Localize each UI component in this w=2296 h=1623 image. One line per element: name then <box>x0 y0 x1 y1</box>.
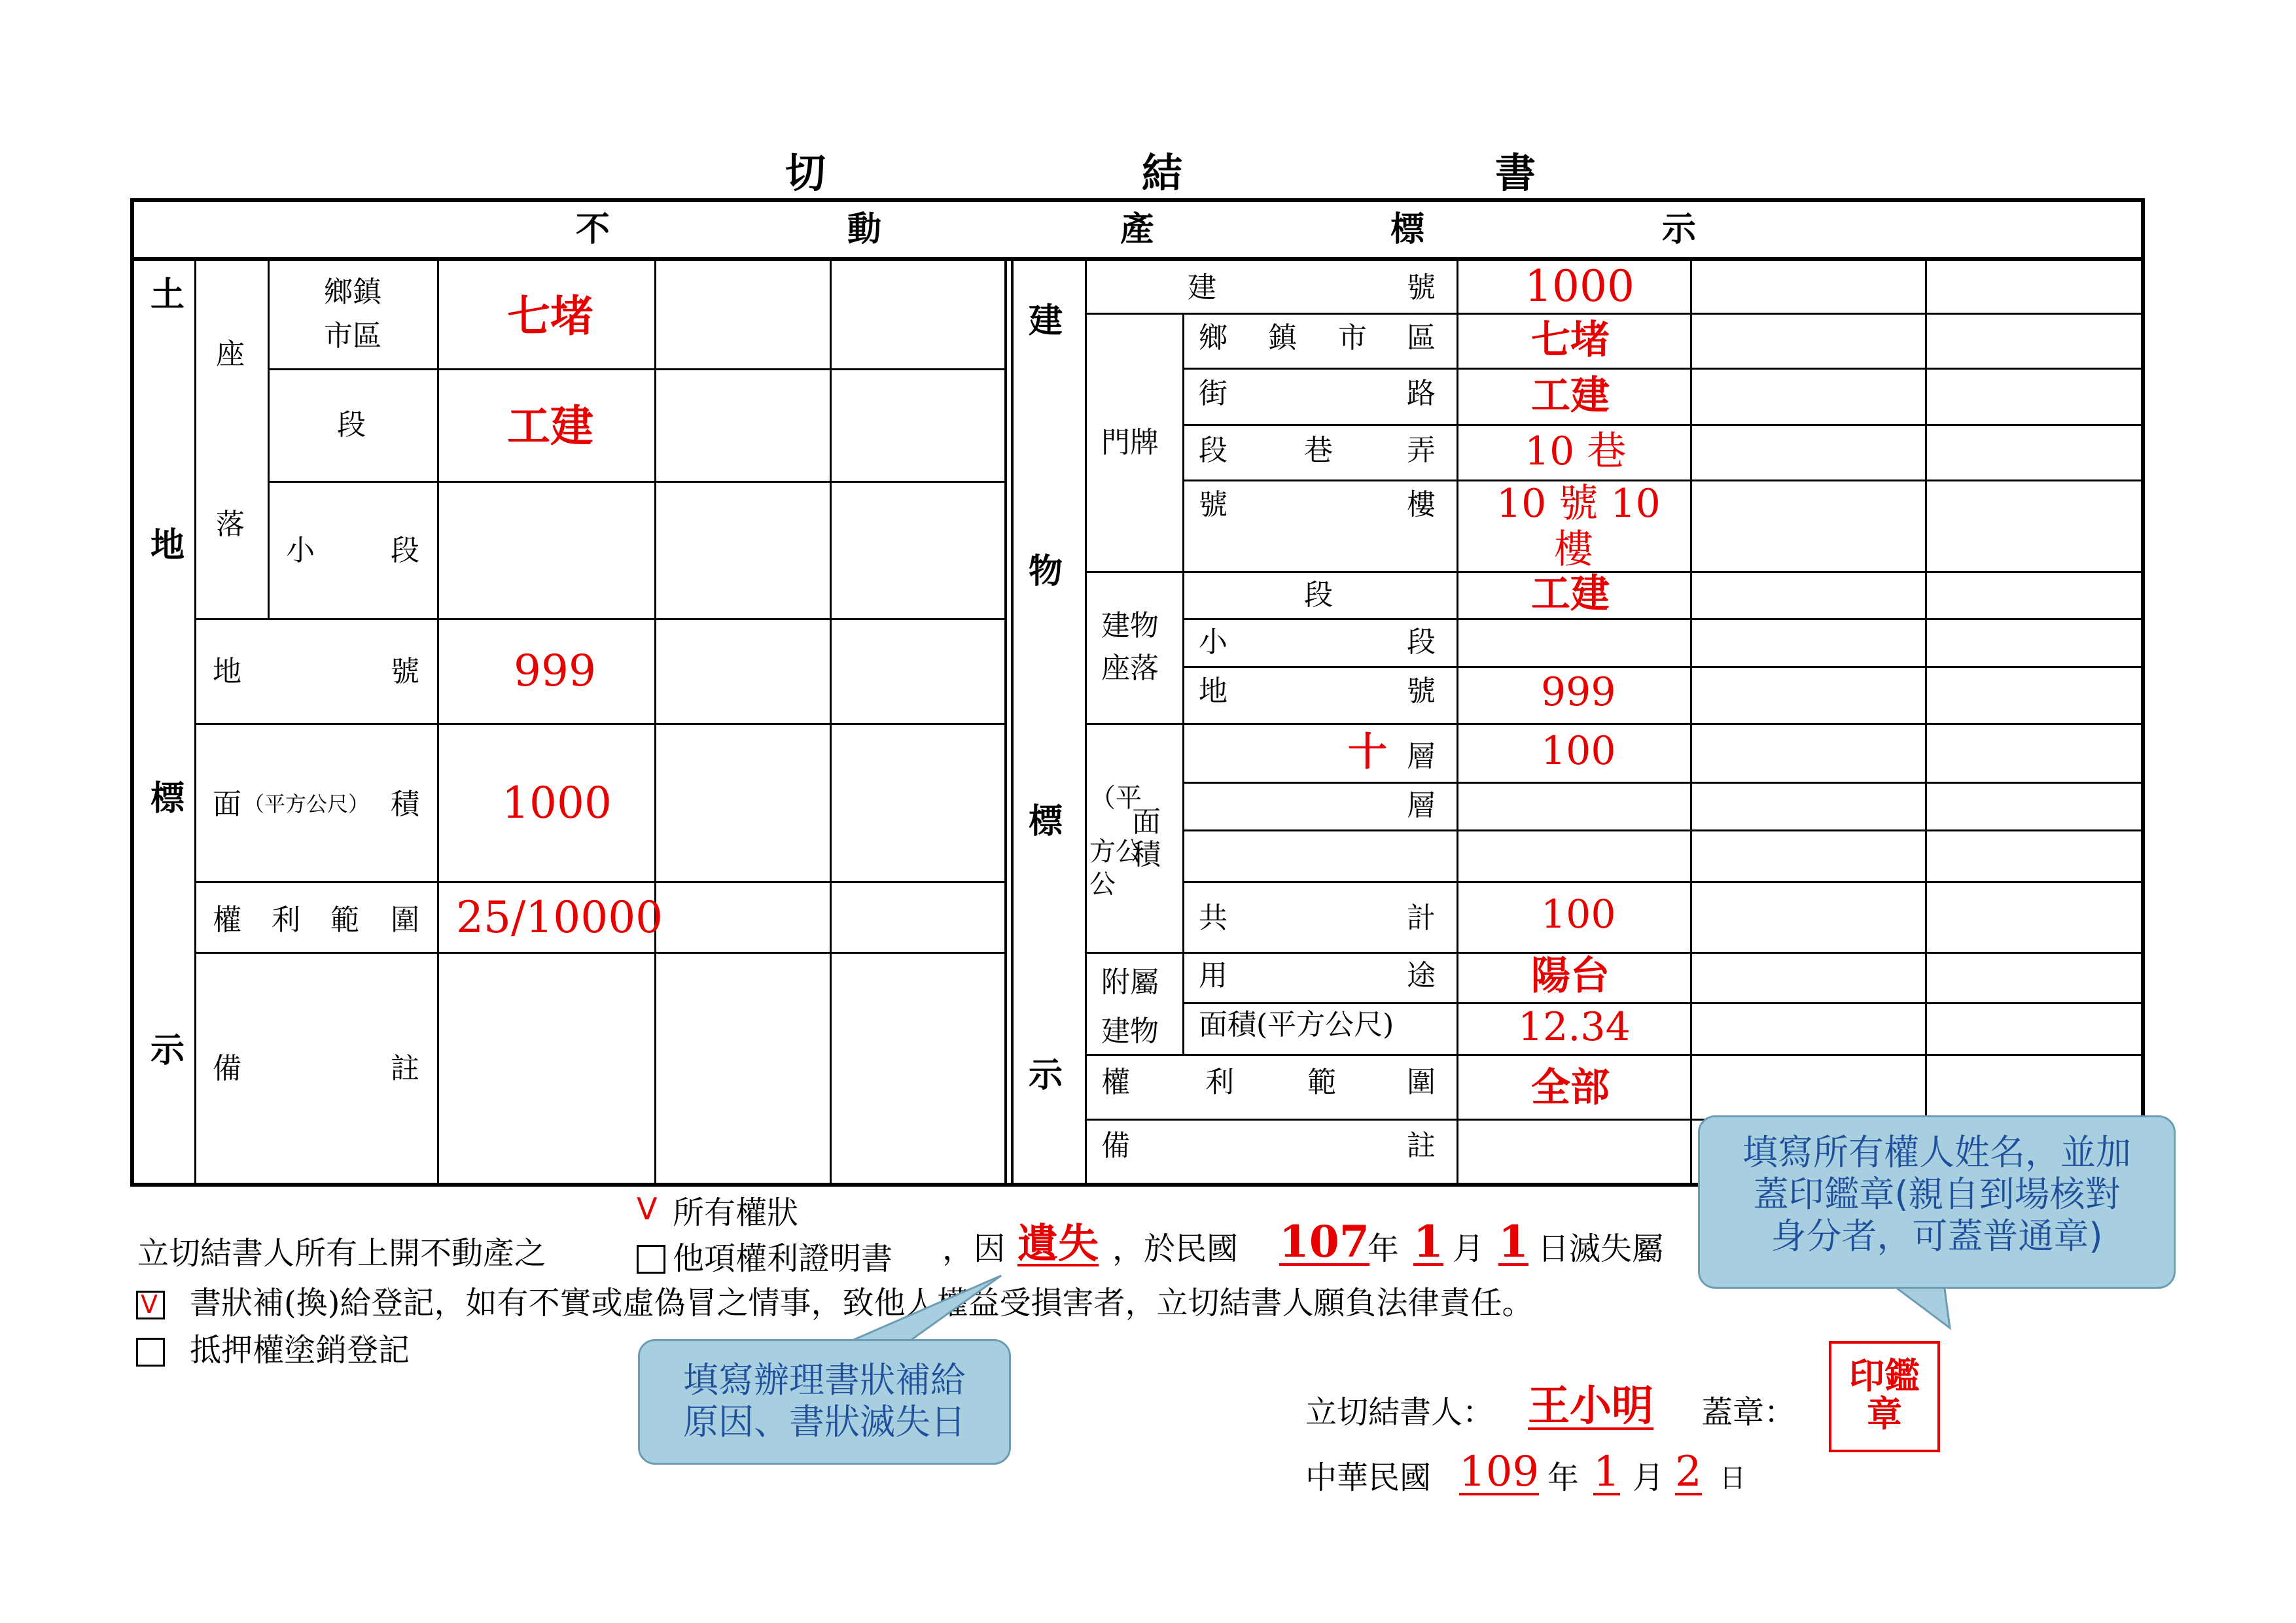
bldg-side-4: 示 <box>1029 1055 1063 1095</box>
sign-month-unit: 月 <box>1633 1459 1665 1496</box>
header-char-4: 標 <box>1390 209 1425 249</box>
header-char-1: 不 <box>576 209 610 249</box>
bldg-loc-section-label: 段 <box>1304 578 1333 612</box>
bldg-loc-sub-label-1: 小 <box>1199 625 1227 659</box>
land-rights-label-4: 圍 <box>391 903 419 937</box>
bldg-rights-label-3: 範 <box>1307 1066 1336 1099</box>
bldg-annex-label-2: 建物 <box>1101 1015 1159 1048</box>
statement-line1-start: 立切結書人所有上開不動產之 <box>137 1235 546 1272</box>
bldg-area-label-2: 積 <box>1132 838 1161 871</box>
land-town-label-1: 鄉鎮 <box>324 275 381 309</box>
land-section-label: 段 <box>337 408 366 442</box>
bldg-total-label-1: 共 <box>1199 901 1227 935</box>
bldg-side-1: 建 <box>1029 301 1063 341</box>
owner-callout <box>1698 1115 2176 1289</box>
reason-value: 遺失 <box>1017 1219 1099 1267</box>
owner-callout-line-3: 身分者，可蓋普通章) <box>1771 1215 2103 1257</box>
bldg-street-value: 工建 <box>1531 373 1610 419</box>
bldg-rights-label-1: 權 <box>1101 1066 1130 1099</box>
land-section-value: 工建 <box>507 400 593 451</box>
bldg-number-label-1: 建 <box>1188 271 1216 304</box>
bldg-loc-lot-label-1: 地 <box>1199 674 1227 708</box>
sign-day-unit: 日 <box>1720 1463 1746 1493</box>
reason-callout-line-2: 原因、書狀滅失日 <box>683 1401 966 1442</box>
bldg-town-label-4: 區 <box>1407 321 1436 355</box>
bldg-side-3: 標 <box>1029 801 1063 841</box>
bldg-area-label-1: 面 <box>1132 805 1161 839</box>
bldg-loc-sub-label-2: 段 <box>1407 625 1436 659</box>
lost-month: 1 <box>1413 1216 1443 1267</box>
bldg-loc-section-value: 工建 <box>1531 571 1610 617</box>
bldg-annex-label-1: 附屬 <box>1101 966 1159 999</box>
land-subsection-label-2: 段 <box>391 534 419 567</box>
bldg-number-value: 1000 <box>1525 261 1634 311</box>
bldg-rights-label-4: 圍 <box>1407 1066 1436 1099</box>
sign-month: 1 <box>1593 1448 1620 1496</box>
bldg-annex-area-value: 12.34 <box>1518 1004 1631 1050</box>
land-lot-label-2: 號 <box>391 655 419 688</box>
land-zuoluo-2: 落 <box>216 508 245 541</box>
bldg-area-unit-3: 公 <box>1089 869 1116 899</box>
bldg-town-label-3: 市 <box>1338 321 1367 355</box>
option-ownership-mark: V <box>637 1191 658 1227</box>
land-side-3: 標 <box>150 778 185 818</box>
header-char-2: 動 <box>847 209 882 249</box>
lost-month-unit: 月 <box>1453 1230 1485 1267</box>
statement-line3: 抵押權塗銷登記 <box>190 1332 410 1369</box>
bldg-annex-area-label: 面積(平方公尺) <box>1199 1008 1394 1041</box>
owner-callout-line-1: 填寫所有權人姓名，並加 <box>1742 1132 2131 1173</box>
land-note-label-1: 備 <box>213 1052 241 1085</box>
bldg-no-label-1: 號 <box>1199 488 1227 521</box>
bldg-lane-value: 10 巷 <box>1525 428 1627 474</box>
statement-line2: 書狀補(換)給登記，如有不實或虛偽冒之情事，致他人權益受損害者，立切結書人願負法律責任。 <box>190 1285 1534 1321</box>
bldg-use-label-2: 途 <box>1407 959 1436 992</box>
bldg-town-value: 七堵 <box>1531 317 1610 363</box>
bldg-floor-prefix: 十 <box>1348 729 1387 775</box>
land-rights-label-2: 利 <box>272 903 300 937</box>
reason-callout-line-1: 填寫辦理書狀補給 <box>683 1359 966 1401</box>
sign-date-label: 中華民國 <box>1305 1459 1432 1496</box>
seal-stamp-line-1: 印鑑 <box>1849 1355 1920 1397</box>
title-char-1: 切 <box>785 149 826 197</box>
bldg-door-label: 門牌 <box>1101 426 1159 459</box>
lost-year-unit: 年 <box>1368 1230 1400 1267</box>
bldg-use-label-1: 用 <box>1199 959 1227 992</box>
land-rights-label-1: 權 <box>213 903 241 937</box>
bldg-total-value: 100 <box>1541 892 1616 937</box>
bldg-lane-label-2: 巷 <box>1304 434 1333 467</box>
bldg-rights-label-2: 利 <box>1205 1066 1234 1099</box>
lost-day-unit: 日滅失屬 <box>1538 1230 1664 1267</box>
header-char-5: 示 <box>1662 209 1697 249</box>
bldg-note-label-1: 備 <box>1101 1129 1130 1162</box>
lost-day: 1 <box>1498 1216 1528 1267</box>
bldg-area-unit-1: （平 <box>1089 783 1142 813</box>
bldg-loc-label-1: 建物 <box>1101 609 1159 642</box>
title-char-2: 結 <box>1142 149 1183 197</box>
land-side-2: 地 <box>150 525 185 565</box>
sign-year: 109 <box>1459 1448 1540 1496</box>
reason-prefix: ，因 <box>942 1230 1006 1267</box>
bldg-no-label-2: 樓 <box>1407 488 1436 521</box>
title-char-3: 書 <box>1495 149 1536 197</box>
land-side-4: 示 <box>150 1030 185 1070</box>
land-area-value: 1000 <box>502 778 612 828</box>
bldg-loc-lot-label-2: 號 <box>1407 674 1436 708</box>
date-prefix: ，於民國 <box>1112 1230 1239 1267</box>
land-area-label-unit: （平方公尺） <box>243 792 370 816</box>
bldg-town-label-1: 鄉 <box>1199 321 1227 355</box>
option-reissue-mark: V <box>141 1290 158 1319</box>
option-other-rights-label: 他項權利證明書 <box>673 1240 893 1277</box>
bldg-floor-value: 100 <box>1541 728 1616 774</box>
land-lot-label-1: 地 <box>213 655 241 688</box>
sign-year-unit: 年 <box>1547 1459 1580 1496</box>
bldg-rights-value: 全部 <box>1531 1065 1610 1111</box>
seal-label: 蓋章： <box>1701 1394 1796 1431</box>
land-town-value: 七堵 <box>507 290 593 341</box>
option-ownership-label: 所有權狀 <box>673 1195 799 1231</box>
bldg-loc-lot-value: 999 <box>1541 669 1616 715</box>
signer-name: 王小明 <box>1528 1382 1653 1431</box>
land-area-label-1: 面 <box>213 788 241 821</box>
owner-callout-line-2: 蓋印鑑章(親自到場核對 <box>1753 1174 2121 1215</box>
land-rights-value: 25/10000 <box>456 892 663 943</box>
bldg-area-unit-2: 方公 <box>1089 837 1142 867</box>
bldg-town-label-2: 鎮 <box>1268 321 1297 355</box>
lost-year: 107 <box>1279 1216 1369 1267</box>
bldg-loc-label-2: 座落 <box>1101 652 1159 685</box>
land-town-label-2: 市區 <box>324 319 381 353</box>
land-lot-value: 999 <box>514 646 596 696</box>
bldg-use-value: 陽台 <box>1531 953 1610 999</box>
bldg-lane-label-1: 段 <box>1199 434 1227 467</box>
bldg-lane-label-3: 弄 <box>1407 434 1436 467</box>
land-subsection-label-1: 小 <box>286 534 315 567</box>
land-rights-label-3: 範 <box>330 903 359 937</box>
bldg-note-label-2: 註 <box>1407 1129 1436 1162</box>
land-side-1: 土 <box>150 275 185 315</box>
bldg-street-label-1: 街 <box>1199 377 1227 410</box>
header-char-3: 產 <box>1120 209 1155 249</box>
land-note-label-2: 註 <box>391 1052 419 1085</box>
bldg-floor-label: 層 <box>1407 740 1436 773</box>
bldg-floor2-label: 層 <box>1407 789 1436 822</box>
signer-label: 立切結書人： <box>1305 1394 1494 1431</box>
bldg-side-2: 物 <box>1029 551 1063 591</box>
land-area-label-2: 積 <box>391 788 419 821</box>
seal-stamp-line-2: 章 <box>1867 1393 1902 1435</box>
bldg-no-value-1: 10 號 10 <box>1496 481 1661 527</box>
sign-day: 2 <box>1675 1448 1702 1496</box>
bldg-total-label-2: 計 <box>1407 901 1436 935</box>
reason-callout <box>638 1339 1011 1465</box>
land-zuoluo-1: 座 <box>216 338 245 371</box>
bldg-number-label-2: 號 <box>1407 271 1436 304</box>
bldg-street-label-2: 路 <box>1407 377 1436 410</box>
bldg-no-value-2: 樓 <box>1554 527 1593 572</box>
